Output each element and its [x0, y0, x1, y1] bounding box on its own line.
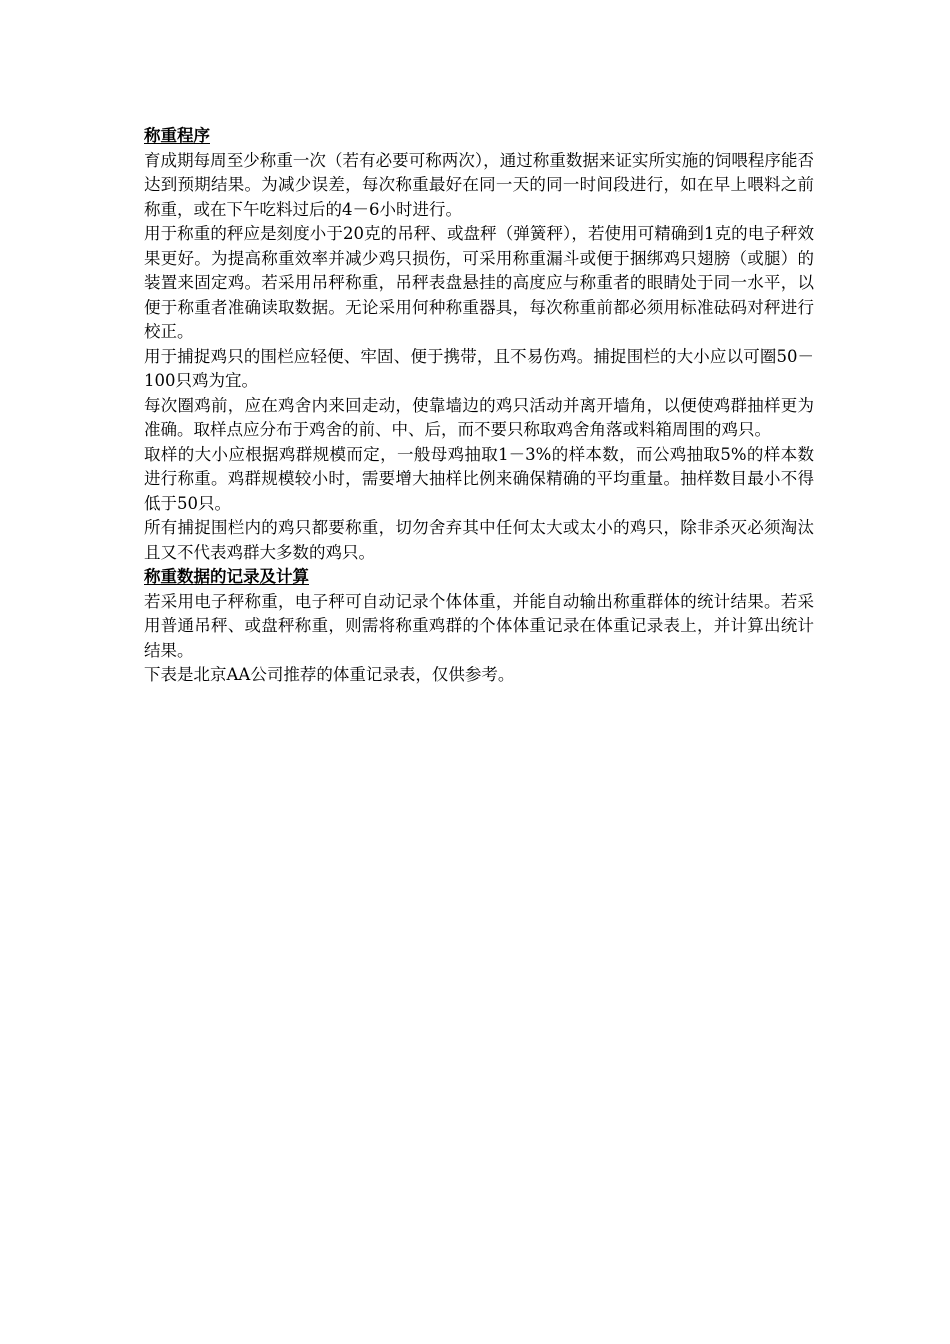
section-heading-data-recording: 称重数据的记录及计算	[144, 567, 309, 586]
document-body	[144, 124, 814, 688]
paragraph-weighing-frequency: 育成期每周至少称重一次（若有必要可称两次），通过称重数据来证实所实施的饲喂程序能否达到预期结果。为减少误差，每次称重最好在同一天的同一时间段进行，如在早上喂料之前称重，或在下午吃料过后的4－6小时进行。	[144, 150, 814, 219]
paragraph-record-table-note: 下表是北京AA公司推荐的体重记录表，仅供参考。	[144, 665, 515, 684]
paragraph-catching-pen: 用于捕捉鸡只的围栏应轻便、牢固、便于携带，且不易伤鸡。捕捉围栏的大小应以可圈50－100只鸡为宜。	[144, 346, 814, 390]
paragraph-sampling-location: 每次圈鸡前，应在鸡舍内来回走动，使靠墙边的鸡只活动并离开墙角，以便使鸡群抽样更为准确。取样点应分布于鸡舍的前、中、后，而不要只称取鸡舍角落或料箱周围的鸡只。	[144, 395, 814, 439]
paragraph-weigh-all: 所有捕捉围栏内的鸡只都要称重，切勿舍弃其中任何太大或太小的鸡只，除非杀灭必须淘汰且又不代表鸡群大多数的鸡只。	[144, 518, 814, 562]
section-heading-weighing-procedure: 称重程序	[144, 126, 210, 145]
paragraph-recording-method: 若采用电子秤称重，电子秤可自动记录个体体重，并能自动输出称重群体的统计结果。若采用普通吊秤、或盘秤称重，则需将称重鸡群的个体体重记录在体重记录表上，并计算出统计结果。	[144, 591, 814, 660]
paragraph-sample-size: 取样的大小应根据鸡群规模而定，一般母鸡抽取1－3%的样本数，而公鸡抽取5%的样本数进行称重。鸡群规模较小时，需要增大抽样比例来确保精确的平均重量。抽样数目最小不得低于50只。	[144, 444, 814, 513]
paragraph-scale-type: 用于称重的秤应是刻度小于20克的吊秤、或盘秤（弹簧秤），若使用可精确到1克的电子秤效果更好。为提高称重效率并减少鸡只损伤，可采用称重漏斗或便于捆绑鸡只翅膀（或腿）的装置来固定鸡。若采用吊秤称重，吊秤表盘悬挂的高度应与称重者的眼睛处于同一水平，以便于称重者准确读取数据。无论采用何种称重器具，每次称重前都必须用标准砝码对秤进行校正。	[144, 224, 814, 341]
